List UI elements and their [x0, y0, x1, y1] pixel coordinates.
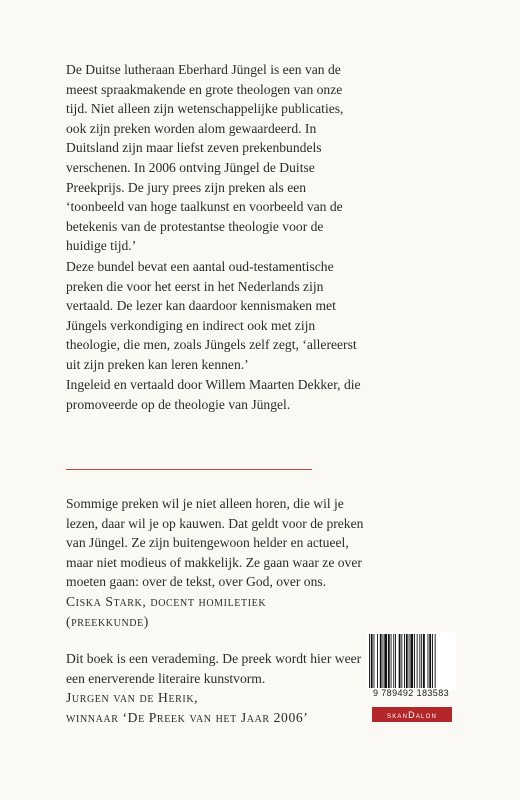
barcode-bar	[374, 634, 375, 688]
quote-2-author: Jurgen van de Herik,	[66, 690, 199, 706]
quote-1-author-note: (preekkunde)	[66, 613, 149, 629]
barcode-bar	[417, 634, 418, 688]
isbn-barcode	[366, 632, 456, 690]
barcode-bar	[383, 634, 384, 688]
barcode-bars	[366, 632, 456, 690]
blurb-paragraph-2: Deze bundel bevat een aantal oud-testamentische preken die voor het eerst in het Nederlands zijn vertaald. De lezer kan daardoor kennismaken met Jüngels verkondiging en indirect ook met zijn theologie, die men, zoals Jüngels zelf zegt, ‘allereerst uit zijn preken kan leren kennen.’	[66, 259, 357, 372]
barcode-bar	[371, 634, 373, 688]
divider-rule	[66, 469, 312, 470]
barcode-bar	[404, 634, 405, 688]
barcode-bar	[384, 634, 387, 688]
barcode-bar	[419, 634, 420, 688]
barcode-bar	[380, 634, 382, 688]
barcode-bar	[393, 634, 394, 688]
barcode-bar	[401, 634, 402, 688]
blurb-paragraph-3: Ingeleid en vertaald door Willem Maarten Dekker, die promoveerde op de theologie van Jüngel.	[66, 377, 361, 412]
barcode-bar	[432, 634, 433, 688]
barcode-bar	[414, 634, 415, 688]
quote-1	[66, 494, 366, 631]
barcode-bar	[388, 634, 390, 688]
barcode-bar	[410, 634, 413, 688]
barcode-bar	[399, 634, 401, 688]
quote-2	[66, 649, 366, 727]
barcode-bar	[369, 634, 370, 688]
barcode-bar	[428, 634, 429, 688]
barcode-bar	[377, 634, 378, 688]
quote-1-text: Sommige preken wil je niet alleen horen, die wil je lezen, daar wil je op kauwen. Dat geldt voor de preken van Jüngel. Ze zijn buitengewoon helder en actueel, maar niet modieus of makkelijk. Ze gaan waar ze over moeten gaan: over de tekst, over God, over ons.	[66, 496, 364, 590]
barcode-bar	[406, 634, 408, 688]
quote-2-text: Dit boek is een verademing. De preek wordt hier weer een enerverende literaire kunstvorm.	[66, 651, 362, 686]
barcode-bar	[409, 634, 410, 688]
barcode-bar	[391, 634, 392, 688]
quote-2-author-note: winnaar ‘De Preek van het Jaar 2006’	[66, 709, 309, 725]
barcode-bar	[421, 634, 422, 688]
barcode-bar	[395, 634, 396, 688]
barcode-bar	[423, 634, 425, 688]
barcode-bar	[435, 634, 436, 688]
blurb-paragraph-1: De Duitse lutheraan Eberhard Jüngel is een van de meest spraakmakende en grote theologen van onze tijd. Niet alleen zijn wetenschappelijke publicaties, ook zijn preken worden alom gewaardeerd. In Duitsland zijn maar liefst zeven prekenbundels verschenen. In 2006 ontving Jüngel de Duitse Preekprijs. De jury prees zijn preken als een ‘toonbeeld van hoge taalkunst en voorbeeld van de betekenis van de protestantse theologie voor de huidige tijd.’	[66, 62, 344, 254]
barcode-bar	[429, 634, 431, 688]
quote-1-author: Ciska Stark, docent homiletiek	[66, 593, 267, 609]
publisher-logo: skanDalon	[372, 707, 452, 722]
isbn-number: 9 789492 183583	[372, 688, 450, 698]
